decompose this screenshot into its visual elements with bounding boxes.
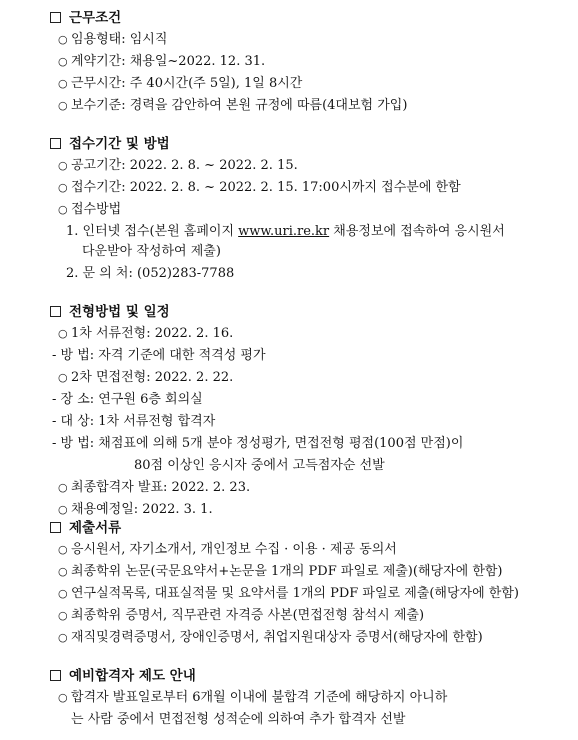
sub-item-text: - 장 소: 연구원 6층 회의실 (52, 392, 203, 407)
item-text: 접수방법 (71, 202, 122, 217)
section-title: 예비합격자 제도 안내 (69, 668, 196, 684)
circle-bullet-icon: ○ (58, 203, 68, 216)
section-title: 근무조건 (69, 10, 122, 26)
sub-item-text: 80점 이상인 응시자 중에서 고득점자순 선발 (134, 458, 385, 473)
list-item (58, 478, 250, 498)
list-item (58, 562, 503, 582)
checkbox-square-icon (50, 306, 61, 317)
sub-item (52, 390, 203, 410)
sub-item-text: - 대 상: 1차 서류전형 합격자 (52, 414, 216, 429)
circle-bullet-icon: ○ (58, 543, 68, 556)
section-heading-conditions (50, 8, 121, 28)
list-item (58, 156, 298, 176)
sub-item-text: - 방 법: 채점표에 의해 5개 분야 정성평가, 면접전형 평점(100점 만점)이 (52, 436, 464, 451)
list-item (58, 200, 121, 220)
checkbox-square-icon (50, 12, 61, 23)
sub-item-text: - 방 법: 자격 기준에 대한 적격성 평가 (52, 348, 266, 363)
circle-bullet-icon: ○ (58, 159, 68, 172)
section-heading-application (50, 134, 170, 154)
method-item-contact (66, 264, 234, 284)
list-item (58, 30, 167, 50)
circle-bullet-icon: ○ (58, 609, 68, 622)
circle-bullet-icon: ○ (58, 181, 68, 194)
section-title: 전형방법 및 일정 (69, 304, 170, 320)
checkbox-square-icon (50, 138, 61, 149)
item-text: 보수기준: 경력을 감안하여 본원 규정에 따름(4대보험 가입) (71, 98, 408, 113)
list-item (58, 178, 461, 198)
list-item (58, 688, 447, 708)
method-item-continuation (82, 242, 221, 262)
method-text: 다운받아 작성하여 제출) (82, 244, 221, 259)
item-text: 채용예정일: 2022. 3. 1. (71, 502, 213, 517)
list-item (58, 606, 424, 626)
circle-bullet-icon: ○ (58, 327, 68, 340)
method-text: 2. 문 의 처: (052)283-7788 (66, 266, 235, 281)
section-heading-selection (50, 302, 170, 322)
circle-bullet-icon: ○ (58, 587, 68, 600)
list-item (58, 324, 233, 344)
circle-bullet-icon: ○ (58, 481, 68, 494)
circle-bullet-icon: ○ (58, 503, 68, 516)
list-item (58, 500, 213, 520)
section-heading-documents (50, 518, 121, 538)
circle-bullet-icon: ○ (58, 371, 68, 384)
list-item (58, 584, 519, 604)
item-text: 합격자 발표일로부터 6개월 이내에 불합격 기준에 해당하지 아니하 (71, 690, 448, 705)
section-heading-reserve (50, 666, 196, 686)
circle-bullet-icon: ○ (58, 565, 68, 578)
sub-item-continuation (134, 456, 385, 476)
circle-bullet-icon: ○ (58, 99, 68, 112)
list-item (58, 628, 483, 648)
circle-bullet-icon: ○ (58, 691, 68, 704)
section-title: 제출서류 (69, 520, 122, 536)
sub-item (52, 346, 266, 366)
item-text: 2차 면접전형: 2022. 2. 22. (71, 370, 234, 385)
circle-bullet-icon: ○ (58, 631, 68, 644)
item-text: 재직및경력증명서, 장애인증명서, 취업지원대상자 증명서(해당자에 한함) (71, 630, 483, 645)
list-item (58, 540, 397, 560)
method-text: 채용정보에 접속하여 응시원서 (329, 224, 505, 239)
item-text: 근무시간: 주 40시간(주 5일), 1일 8시간 (71, 76, 303, 91)
sub-item (52, 412, 215, 432)
item-text: 는 사람 중에서 면접전형 성적순에 의하여 추가 합격자 선발 (71, 712, 406, 727)
item-text: 응시원서, 자기소개서, 개인정보 수집 · 이용 · 제공 동의서 (71, 542, 397, 557)
checkbox-square-icon (50, 522, 61, 533)
list-item (58, 368, 233, 388)
method-text: 1. 인터넷 접수(본원 홈페이지 (66, 224, 239, 239)
circle-bullet-icon: ○ (58, 77, 68, 90)
website-link[interactable]: www.uri.re.kr (238, 224, 330, 239)
checkbox-square-icon (50, 670, 61, 681)
method-item-internet (66, 222, 505, 242)
circle-bullet-icon: ○ (58, 33, 68, 46)
item-text: 최종합격자 발표: 2022. 2. 23. (71, 480, 251, 495)
item-text: 최종학위 증명서, 직무관련 자격증 사본(면접전형 참석시 제출) (71, 608, 425, 623)
list-item (58, 96, 407, 116)
section-title: 접수기간 및 방법 (69, 136, 170, 152)
list-item-continuation (71, 710, 405, 730)
item-text: 임용형태: 임시직 (71, 32, 168, 47)
list-item (58, 74, 302, 94)
item-text: 연구실적목록, 대표실적물 및 요약서를 1개의 PDF 파일로 제출(해당자에 한함) (71, 586, 519, 601)
item-text: 공고기간: 2022. 2. 8. ~ 2022. 2. 15. (71, 158, 298, 173)
circle-bullet-icon: ○ (58, 55, 68, 68)
sub-item (52, 434, 463, 454)
item-text: 접수기간: 2022. 2. 8. ~ 2022. 2. 15. 17:00시까지 접수분에 한함 (71, 180, 461, 195)
list-item (58, 52, 265, 72)
item-text: 최종학위 논문(국문요약서+논문을 1개의 PDF 파일로 제출)(해당자에 한함) (71, 564, 503, 579)
item-text: 계약기간: 채용일~2022. 12. 31. (71, 54, 266, 69)
item-text: 1차 서류전형: 2022. 2. 16. (71, 326, 234, 341)
